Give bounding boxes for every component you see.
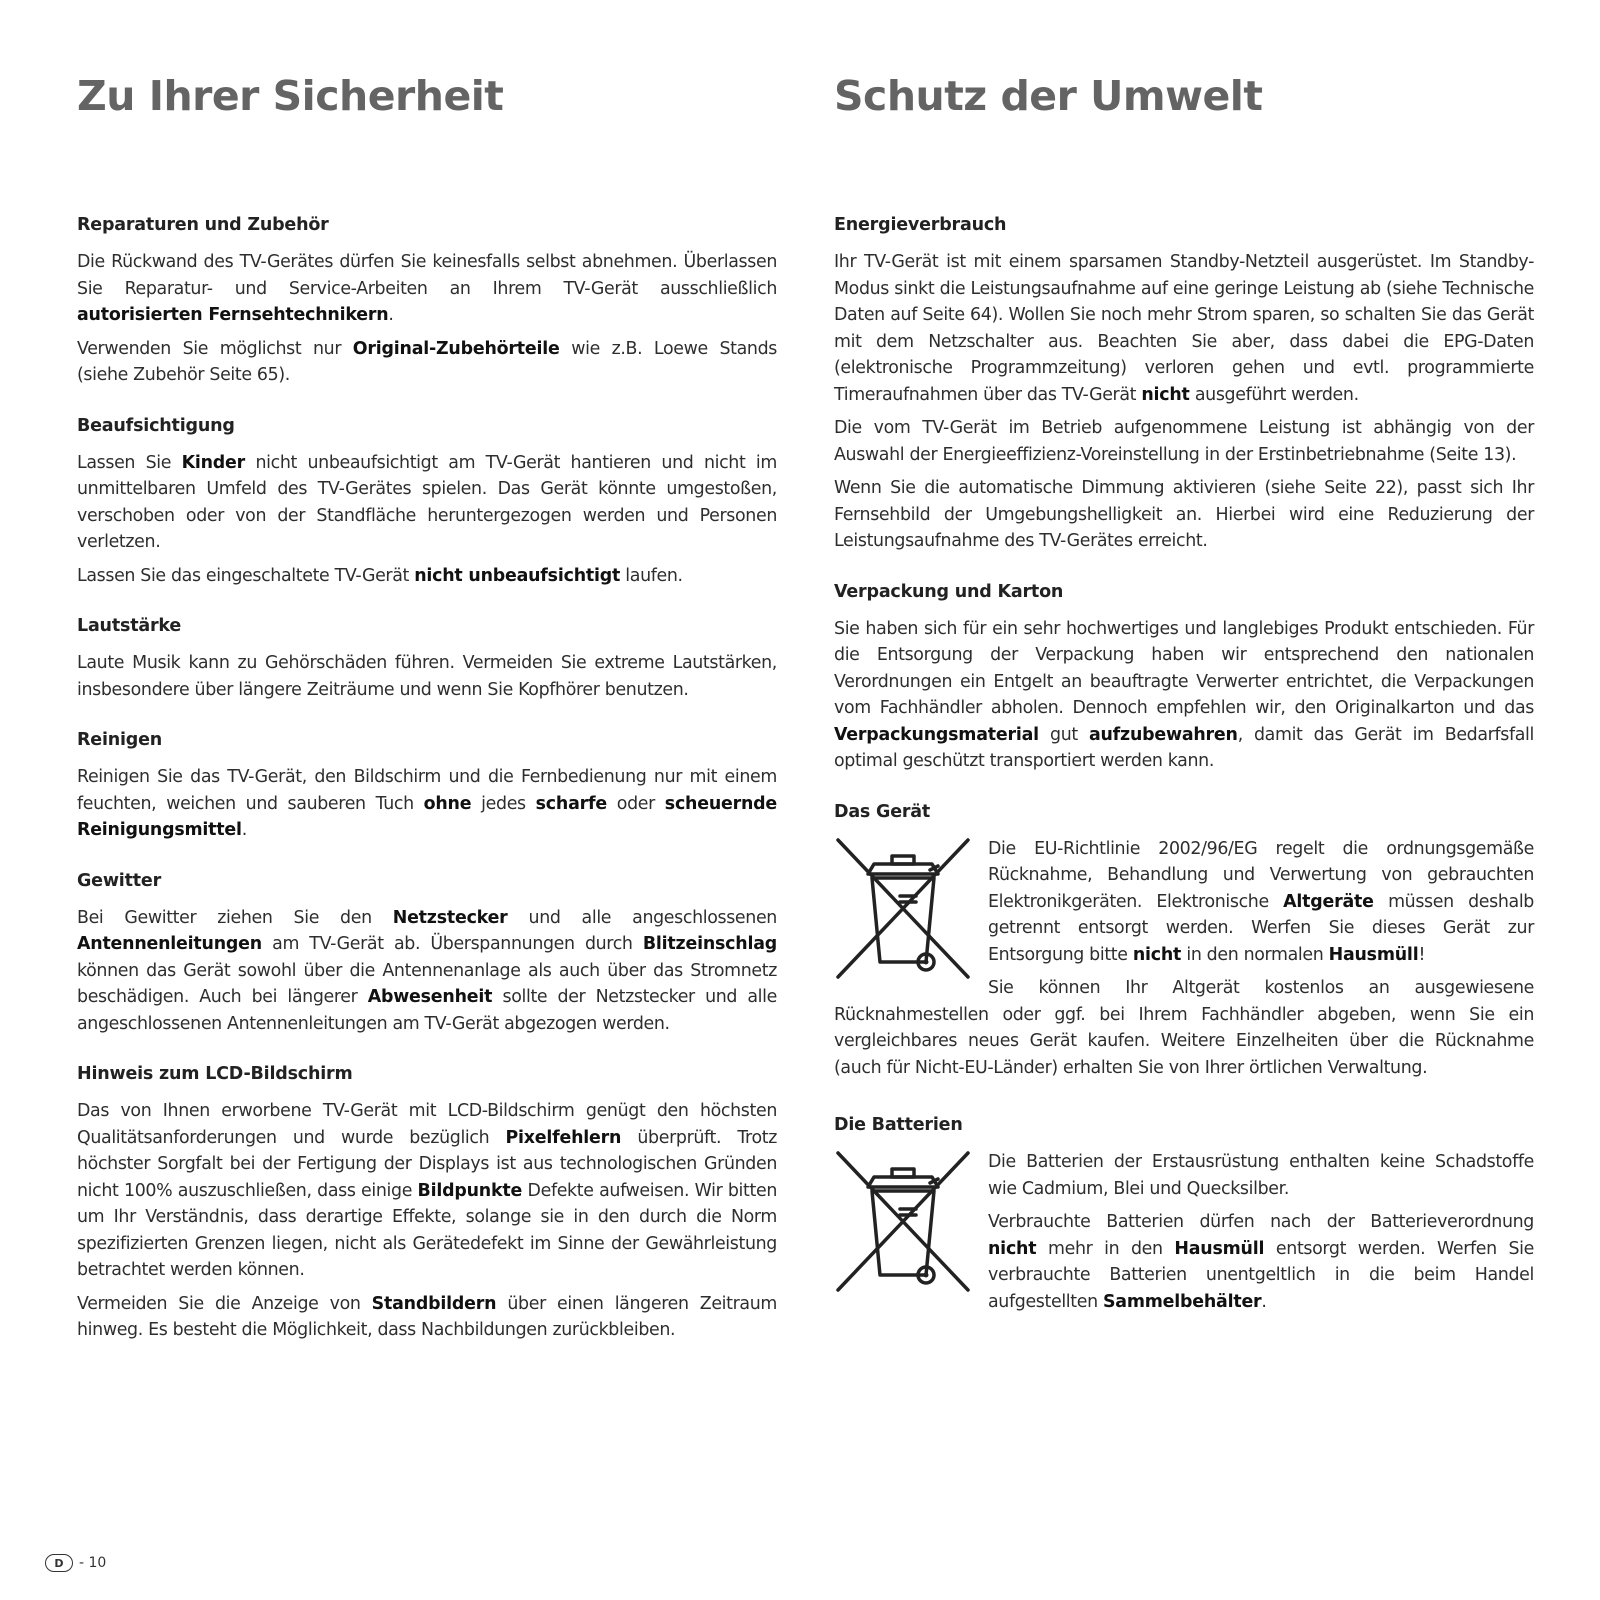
- text-run: Sie haben sich für ein sehr hochwertiges und langlebiges Produkt entschieden. Für die Entsorgung der Verpackung haben wir entsprechend den nationalen Verordnungen ein Entgelt an beauftragte Verwerter entrichtet, die Verpackungen vom Fachhändler abholen. Dennoch empfehlen wir, den Originalkarton und das: [834, 618, 1534, 718]
- text-run: .: [388, 305, 394, 325]
- text-run: Wenn Sie die automatische Dimmung aktivieren (siehe Seite 22), passt sich Ihr Fernsehbild der Umgebungshelligkeit an. Hierbei wird eine Reduzierung der Leistungsaufnahme des TV-Gerätes erreicht.: [834, 478, 1534, 551]
- section-das-geraet: [834, 799, 1534, 1089]
- text-run: Die Rückwand des TV-Gerätes dürfen Sie keinesfalls selbst abnehmen. Überlassen Sie Reparatur- und Service-Arbeiten an Ihrem TV-Gerät ausschließlich: [77, 252, 777, 299]
- paragraph: [77, 249, 777, 329]
- crossed-out-wheelie-bin-icon: [834, 836, 972, 981]
- paragraph: [77, 450, 777, 556]
- section-hinweis-zum-lcd-bildschirm: [77, 1061, 777, 1344]
- left-column: [77, 58, 777, 1368]
- left-title: Zu Ihrer Sicherheit: [77, 72, 504, 120]
- text-run: Die vom TV-Gerät im Betrieb aufgenommene Leistung ist abhängig von der Auswahl der Energieeffizienz-Voreinstellung in der Erstinbetriebnahme (Seite 13).: [834, 418, 1534, 465]
- bold-text: Bildpunkte: [417, 1180, 523, 1201]
- section-heading: Lautstärke: [77, 616, 182, 636]
- page-number: - 10: [79, 1555, 107, 1571]
- bold-text: Hausmüll: [1174, 1238, 1265, 1259]
- paragraph: [77, 1291, 777, 1344]
- text-run: sollte der Netzstecker und alle angeschlossenen Antennenleitungen am TV-Gerät abgezogen werden.: [77, 987, 777, 1034]
- section-verpackung-und-karton: [834, 579, 1534, 775]
- crossed-out-wheelie-bin-icon: [834, 1149, 972, 1294]
- text-run: !: [1418, 944, 1426, 965]
- text-run: Verwenden Sie möglichst nur: [77, 338, 353, 359]
- text-run: können das Gerät sowohl über die Antennenanlage als auch über das Stromnetz beschädigen. Auch bei längerer: [77, 960, 777, 1007]
- text-run: und alle angeschlossenen: [507, 907, 777, 928]
- section-heading: Reparaturen und Zubehör: [77, 215, 329, 235]
- paragraph: [834, 616, 1534, 775]
- bold-text: scheuernde Reinigungsmittel: [77, 793, 778, 840]
- text-run: Defekte aufweisen. Wir bitten um Ihr Verständnis, dass derartige Effekte, solange sie in den durch die Norm spezifizierten Grenzen liegen, nicht als Gerätedefekt im Sinne der Gewährleistung betrachtet werden können.: [77, 1180, 777, 1280]
- bold-text: nicht: [1141, 384, 1190, 405]
- paragraph: [834, 415, 1534, 468]
- text-run: Die EU-Richtlinie 2002/96/EG regelt die ordnungsgemäße Rücknahme, Behandlung und Verwertung von gebrauchten Elektronikgeräten. Elektronische: [988, 838, 1534, 912]
- text-run: oder: [606, 793, 665, 814]
- section-die-batterien: [834, 1112, 1534, 1322]
- bold-text: Abwesenheit: [367, 987, 493, 1007]
- section-heading: Das Gerät: [834, 801, 931, 822]
- text-run: über einen längeren Zeitraum hinweg. Es besteht die Möglichkeit, dass Nachbildungen zurückbleiben.: [77, 1293, 778, 1340]
- bold-text: Altgeräte: [1283, 891, 1374, 912]
- bold-text: scharfe: [535, 793, 607, 814]
- bold-text: Hausmüll: [1328, 944, 1419, 965]
- paragraph: [834, 475, 1534, 555]
- text-run: jedes: [471, 793, 536, 814]
- text-run: Ihr TV-Gerät ist mit einem sparsamen Standby-Netzteil ausgerüstet. Im Standby-Modus sinkt die Leistungsaufnahme auf eine geringe Leistung ab (siehe Technische Daten auf Seite 64). Wollen Sie noch mehr Strom sparen, so schalten Sie das Gerät mit dem Netzschalter aus. Beachten Sie aber, dass dabei die EPG-Daten (elektronische Programmzeitung) verloren gehen und evtl. programmierte Timeraufnahmen über das TV-Gerät: [834, 252, 1534, 405]
- section-heading: Reinigen: [77, 730, 163, 750]
- bold-text: nicht: [1132, 944, 1182, 965]
- bold-text: Standbildern: [371, 1293, 497, 1314]
- bold-text: Sammelbehälter: [1102, 1291, 1262, 1312]
- bold-text: Blitzeinschlag: [642, 934, 777, 954]
- section-heading: Gewitter: [77, 870, 162, 891]
- right-sections: [834, 212, 1534, 1322]
- bold-text: Original-Zubehörteile: [352, 338, 560, 359]
- text-run: nicht unbeaufsichtigt am TV-Gerät hantieren und nicht im unmittelbaren Umfeld des TV-Gerätes spielen. Das Gerät könnte umgestoßen, verschoben oder von der Standfläche heruntergezogen werden und Personen verletzen.: [77, 452, 777, 552]
- page-footer: [45, 1554, 106, 1572]
- text-run: Das von Ihnen erworbene TV-Gerät mit LCD-Bildschirm genügt den höchsten Qualitätsanforderungen und wurde bezüglich: [77, 1101, 777, 1148]
- paragraph: [77, 336, 777, 389]
- text-run: .: [1261, 1291, 1267, 1312]
- bold-text: ohne: [423, 793, 472, 814]
- bold-text: Netzstecker: [392, 907, 508, 928]
- text-run: , damit das Gerät im Bedarfsfall optimal geschützt transportiert werden kann.: [834, 724, 1534, 771]
- text-run: in den normalen: [1181, 944, 1329, 965]
- section-beaufsichtigung: [77, 413, 777, 590]
- text-run: Vermeiden Sie die Anzeige von: [77, 1293, 372, 1314]
- section-energieverbrauch: [834, 212, 1534, 555]
- text-run: wie z.B. Loewe Stands (siehe Zubehör Seite 65).: [77, 338, 777, 385]
- section-heading: Hinweis zum LCD-Bildschirm: [77, 1064, 353, 1084]
- section-gewitter: [77, 868, 777, 1038]
- paragraph: [834, 975, 1534, 1081]
- paragraph: [77, 650, 777, 703]
- bold-text: Kinder: [181, 452, 246, 473]
- text-run: laufen.: [620, 565, 683, 586]
- text-run: Die Batterien der Erstausrüstung enthalten keine Schadstoffe wie Cadmium, Blei und Quecksilber.: [988, 1152, 1534, 1199]
- paragraph: [834, 249, 1534, 408]
- text-run: ausgeführt werden.: [1189, 384, 1359, 405]
- paragraph: [77, 1098, 777, 1284]
- text-run: gut: [1038, 724, 1089, 745]
- section-heading: Beaufsichtigung: [77, 415, 235, 436]
- right-column: [834, 58, 1534, 1346]
- paragraph: [77, 764, 777, 844]
- bold-text: Verpackungsmaterial: [834, 724, 1039, 745]
- text-run: entsorgt werden. Werfen Sie verbrauchte Batterien unentgeltlich in die beim Handel aufgestellten: [988, 1238, 1534, 1312]
- region-badge: D: [45, 1554, 73, 1572]
- section-reinigen: [77, 727, 777, 844]
- right-title: Schutz der Umwelt: [834, 72, 1263, 120]
- text-run: Laute Musik kann zu Gehörschäden führen. Vermeiden Sie extreme Lautstärken, insbesondere über längere Zeiträume und wenn Sie Kopfhörer benutzen.: [77, 653, 777, 700]
- text-run: .: [241, 820, 247, 840]
- section-reparaturen-und-zubehoer: [77, 212, 777, 389]
- text-run: müssen deshalb getrennt entsorgt werden. Werfen Sie dieses Gerät zur Entsorgung bitte: [988, 891, 1534, 965]
- bold-text: Antennenleitungen: [77, 934, 262, 954]
- section-heading: Energieverbrauch: [834, 215, 1007, 235]
- paragraph: [77, 563, 777, 590]
- text-run: Lassen Sie: [77, 452, 182, 473]
- text-run: am TV-Gerät ab. Überspannungen durch: [261, 934, 643, 954]
- bold-text: nicht: [988, 1238, 1037, 1259]
- section-heading: Die Batterien: [834, 1115, 963, 1135]
- bold-text: aufzubewahren: [1088, 724, 1238, 745]
- section-lautstaerke: [77, 613, 777, 703]
- text-run: Bei Gewitter ziehen Sie den: [77, 907, 393, 928]
- bold-text: Pixelfehlern: [505, 1127, 622, 1148]
- text-run: Sie können Ihr Altgerät kostenlos an ausgewiesene Rücknahmestellen oder ggf. bei Ihrem Fachhändler abgeben, wenn Sie ein vergleichbares neues Gerät kaufen. Weitere Einzelheiten über die Rücknahme (auch für Nicht-EU-Länder) erhalten Sie von Ihrer örtlichen Verwaltung.: [834, 978, 1534, 1078]
- text-run: überprüft. Trotz höchster Sorgfalt bei der Fertigung der Displays ist aus technologischen Gründen nicht 100% auszuschließen, dass einige: [77, 1127, 777, 1201]
- bold-text: autorisierten Fernsehtechnikern: [77, 305, 389, 325]
- left-sections: [77, 212, 777, 1344]
- text-run: Reinigen Sie das TV-Gerät, den Bildschirm und die Fernbedienung nur mit einem feuchten, weichen und sauberen Tuch: [77, 767, 777, 814]
- text-run: Verbrauchte Batterien dürfen nach der Batterieverordnung: [988, 1212, 1534, 1232]
- paragraph: [77, 905, 777, 1038]
- section-heading: Verpackung und Karton: [834, 581, 1064, 602]
- bold-text: nicht unbeaufsichtigt: [414, 565, 621, 586]
- text-run: Lassen Sie das eingeschaltete TV-Gerät: [77, 565, 415, 586]
- text-run: mehr in den: [1036, 1238, 1175, 1259]
